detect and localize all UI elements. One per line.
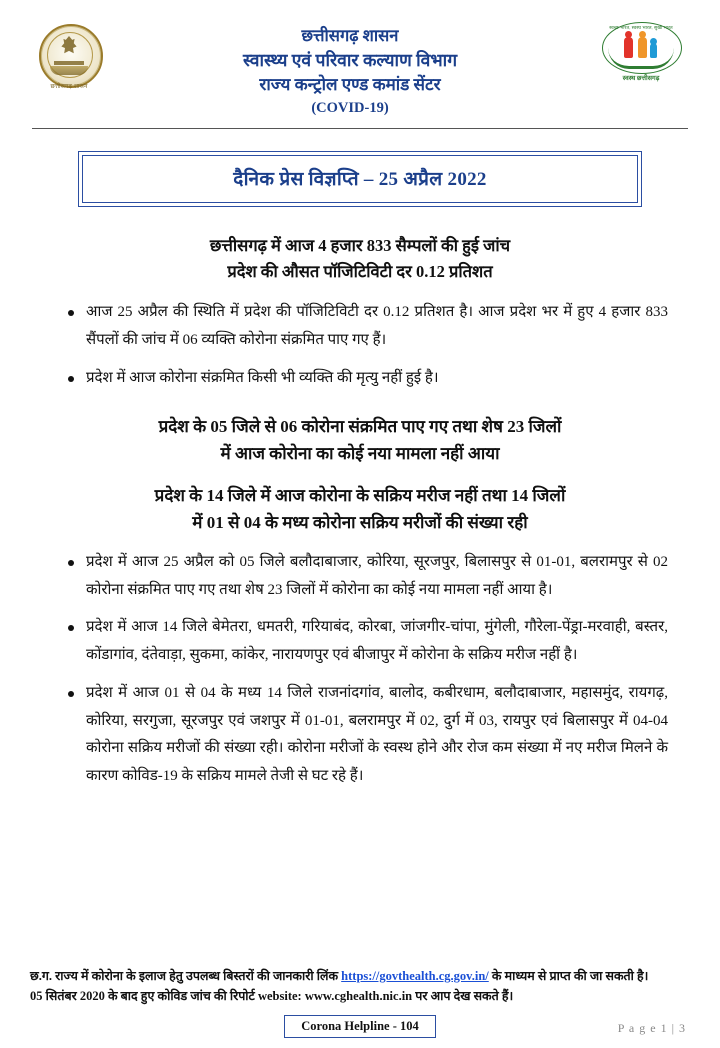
section-heading-1-line-1: प्रदेश के 05 जिले से 06 कोरोना संक्रमित पाए गए तथा शेष 23 जिलों xyxy=(158,416,562,436)
page-number: P a g e 1 | 3 xyxy=(617,1021,686,1035)
header-line-2: स्वास्थ्य एवं परिवार कल्याण विभाग xyxy=(242,49,458,70)
document-header xyxy=(30,18,690,120)
section-heading-1 xyxy=(46,413,674,468)
list-item: प्रदेश में आज 25 अप्रैल को 05 जिले बलौदाबाजार, कोरिया, सूरजपुर, बिलासपुर से 01-01, बलरामपुर से 02 कोरोना संक्रमित पाए गए तथा शेष 23 जिलों में कोरोना का कोई नया मामला नहीं आया है। xyxy=(86,549,668,605)
headline-line-1: छत्तीसगढ़ में आज 4 हजार 833 सैम्पलों की हुई जांच xyxy=(209,235,511,255)
section-heading-1-line-2: में आज कोरोना का कोई नया मामला नहीं आया xyxy=(220,444,500,464)
footer-line-1-pre: छ.ग. राज्य में कोरोना के इलाज हेतु उपलब्ध बिस्तरों की जानकारी लिंक xyxy=(30,969,342,983)
corona-helpline-badge: Corona Helpline - 104 xyxy=(284,1015,435,1038)
main-headline xyxy=(58,233,662,286)
date-banner xyxy=(78,151,642,207)
list-item: प्रदेश में आज 14 जिले बेमेतरा, धमतरी, गरियाबंद, कोरबा, जांजगीर-चांपा, मुंगेली, गौरेला-पेंड्रा-मरवाही, बस्तर, कोंडागांव, दंतेवाड़ा, सुकमा, कांकेर, नारायणपुर एवं बीजापुर में कोरोना के सक्रिय मरीज नहीं है। xyxy=(86,614,668,670)
list-item: आज 25 अप्रैल की स्थिति में प्रदेश की पॉजिटिविटी दर 0.12 प्रतिशत है। आज प्रदेश भर में हुए 4 हजार 833 सैंपलों की जांच में 06 व्यक्ति कोरोना संक्रमित पाए गए हैं। xyxy=(86,299,668,355)
header-title-block xyxy=(102,20,598,120)
header-divider xyxy=(32,128,688,129)
bullet-list-2 xyxy=(30,549,690,791)
list-item: प्रदेश में आज 01 से 04 के मध्य 14 जिले राजनांदगांव, बालोद, कबीरधाम, बलौदाबाजार, महासमुंद, रायगढ़, कोरिया, सरगुजा, सूरजपुर एवं जशपुर में 01-01, बलरामपुर में 02, दुर्ग में 03, रायपुर एवं बिलासपुर में 04-04 कोरोना सक्रिय मरीजों की संख्या रही। कोरोना मरीजों के स्वस्थ होने और रोज कम संख्या में नए मरीज मिलने के कारण कोविड-19 के सक्रिय मामले तेजी से घट रहे हैं। xyxy=(86,680,668,791)
cghealth-website-text[interactable]: website: www.cghealth.nic.in xyxy=(257,989,413,1003)
document-footer xyxy=(30,966,690,1038)
logo-oval-text: स्वच्छ भारत, स्वस्थ भारत, सुखी भारत xyxy=(609,25,673,30)
footer-line-2-post: पर आप देख सकते हैं। xyxy=(412,989,514,1003)
footer-line-2-pre: 05 सितंबर 2020 के बाद हुए कोविड जांच की रिपोर्ट xyxy=(30,989,258,1003)
section-heading-2 xyxy=(46,482,674,537)
footer-bottom-row xyxy=(30,1014,690,1038)
footer-line-1 xyxy=(30,966,690,986)
list-item: प्रदेश में आज कोरोना संक्रमित किसी भी व्यक्ति की मृत्यु नहीं हुई है। xyxy=(86,365,668,393)
swasth-chhattisgarh-logo-icon xyxy=(598,20,684,90)
footer-line-1-post: के माध्यम से प्राप्त की जा सकती है। xyxy=(488,969,649,983)
bullet-list-1 xyxy=(30,299,690,392)
header-line-3: राज्य कन्ट्रोल एण्ड कमांड सेंटर xyxy=(259,75,441,95)
chhattisgarh-government-emblem-icon xyxy=(36,20,102,94)
headline-line-2: प्रदेश की औसत पॉजिटिविटी दर 0.12 प्रतिशत xyxy=(227,262,493,282)
govthealth-link[interactable]: https://govthealth.cg.gov.in/ xyxy=(341,969,489,983)
header-line-4: (COVID-19) xyxy=(311,99,389,116)
logo-caption: स्वस्थ छत्तीसगढ़ xyxy=(622,75,660,82)
footer-line-2 xyxy=(30,986,690,1006)
header-line-1: छत्तीसगढ़ शासन xyxy=(301,26,399,45)
emblem-caption: छत्तीसगढ़ शासन xyxy=(50,84,88,90)
section-heading-2-line-1: प्रदेश के 14 जिले में आज कोरोना के सक्रिय मरीज नहीं तथा 14 जिलों xyxy=(154,485,566,505)
date-banner-text: दैनिक प्रेस विज्ञप्ति – 25 अप्रैल 2022 xyxy=(233,168,487,190)
section-heading-2-line-2: में 01 से 04 के मध्य कोरोना सक्रिय मरीजों की संख्या रही xyxy=(192,513,528,533)
